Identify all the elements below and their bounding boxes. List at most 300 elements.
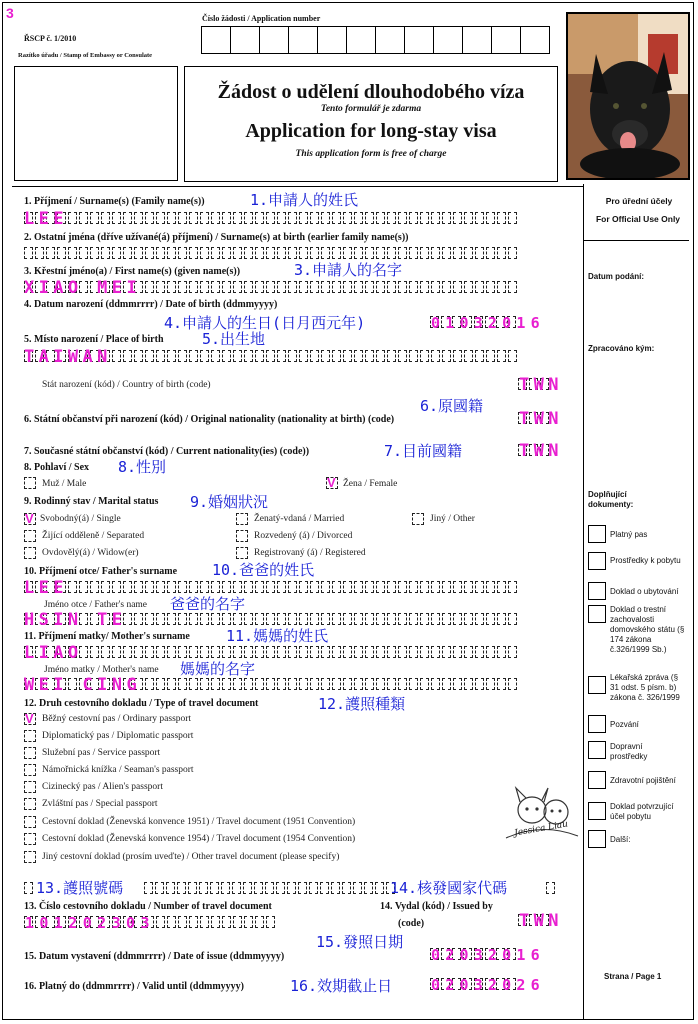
char-box xyxy=(232,882,241,894)
char-box xyxy=(321,678,330,690)
doc-alien-checkbox[interactable] xyxy=(24,781,36,793)
rscp-label: ŘSCP č. 1/2010 xyxy=(24,34,77,43)
char-box xyxy=(354,212,363,224)
char-box xyxy=(211,916,220,928)
travel-doc-number-label: 13. Číslo cestovního dokladu / Number of travel document xyxy=(24,901,272,912)
char-box xyxy=(244,281,253,293)
sidebar-checkbox-funds[interactable] xyxy=(588,552,606,570)
char-box xyxy=(409,646,418,658)
char-box xyxy=(299,678,308,690)
date-of-issue-note: 15.發照日期 xyxy=(316,933,404,951)
char-box xyxy=(409,247,418,259)
char-box xyxy=(134,247,143,259)
char-box xyxy=(343,281,352,293)
form-subtitle-cz: Tento formulář je zdarma xyxy=(320,104,422,114)
char-box xyxy=(112,581,121,593)
page-indicator: Strana / Page 1 xyxy=(604,972,662,981)
char-box xyxy=(255,212,264,224)
char-box xyxy=(178,613,187,625)
char-box xyxy=(431,646,440,658)
char-box xyxy=(420,613,429,625)
char-box xyxy=(365,281,374,293)
current-nationality-label: 7. Současné státní občanství (kód) / Current nationality(ies) (code)) xyxy=(24,446,310,457)
char-box xyxy=(200,281,209,293)
valid-until-note: 16.效期截止日 xyxy=(290,977,393,995)
char-box xyxy=(199,882,208,894)
char-box xyxy=(475,281,484,293)
char-box xyxy=(266,646,275,658)
char-box xyxy=(453,212,462,224)
sidebar-checkbox-valid-passport[interactable] xyxy=(588,525,606,543)
first-name-note: 3.申請人的名字 xyxy=(294,261,403,279)
char-box xyxy=(365,212,374,224)
char-box xyxy=(497,613,506,625)
marital-registered-checkbox[interactable] xyxy=(236,547,248,559)
char-box xyxy=(178,281,187,293)
char-box xyxy=(134,581,143,593)
char-box xyxy=(475,247,484,259)
char-box xyxy=(277,212,286,224)
char-box xyxy=(332,212,341,224)
sidebar-checkbox-medical[interactable] xyxy=(588,676,606,694)
char-box xyxy=(255,613,264,625)
father-surname-boxes[interactable] xyxy=(24,578,519,598)
char-box xyxy=(200,212,209,224)
char-box xyxy=(288,678,297,690)
char-box xyxy=(266,678,275,690)
char-box xyxy=(167,678,176,690)
char-box xyxy=(332,581,341,593)
char-box xyxy=(343,613,352,625)
char-box xyxy=(508,350,517,362)
marital-separated-label: Žijící odděleně / Separated xyxy=(42,531,145,541)
char-box xyxy=(288,281,297,293)
char-box xyxy=(299,247,308,259)
char-box xyxy=(189,646,198,658)
char-box xyxy=(508,247,517,259)
date-of-birth-label: 4. Datum narození (ddmmrrrr) / Date of birth (ddmmyyyy) xyxy=(24,299,278,310)
char-box xyxy=(79,212,88,224)
char-box xyxy=(299,281,308,293)
char-box xyxy=(464,350,473,362)
issued-by-value: TWN xyxy=(519,911,563,931)
char-box xyxy=(156,678,165,690)
char-box xyxy=(266,247,275,259)
char-box xyxy=(299,350,308,362)
char-box xyxy=(222,247,231,259)
char-box xyxy=(387,646,396,658)
char-box xyxy=(277,613,286,625)
date-of-issue-value: 02032016 xyxy=(431,946,545,964)
doc-1954-label: Cestovní doklad (Ženevská konvence 1954) / Travel document (1954 Convention) xyxy=(42,834,356,844)
char-box xyxy=(222,212,231,224)
char-box xyxy=(145,613,154,625)
char-box xyxy=(35,247,44,259)
stamp-box xyxy=(14,66,178,181)
char-box xyxy=(442,212,451,224)
marital-other-label: Jiný / Other xyxy=(430,514,475,524)
char-box xyxy=(365,646,374,658)
char-box xyxy=(354,350,363,362)
marital-separated-checkbox[interactable] xyxy=(24,530,36,542)
char-box xyxy=(233,646,242,658)
char-box xyxy=(233,212,242,224)
char-box xyxy=(546,882,555,894)
char-box xyxy=(178,581,187,593)
char-box xyxy=(497,581,506,593)
marital-widow-label: Ovdovělý(á) / Widow(er) xyxy=(42,548,139,558)
char-box xyxy=(222,281,231,293)
char-box xyxy=(265,882,274,894)
char-box xyxy=(145,581,154,593)
char-box xyxy=(442,646,451,658)
char-box xyxy=(57,247,66,259)
char-box xyxy=(353,882,362,894)
date-of-birth-note: 4.申請人的生日(日月西元年) xyxy=(164,314,366,332)
surname-at-birth-label: 2. Ostatní jména (dříve užívané(á) příjmení) / Surname(s) at birth (earlier family name(s)) xyxy=(24,232,409,243)
char-box xyxy=(233,613,242,625)
char-box xyxy=(431,350,440,362)
sidebar-item-funds: Prostředky k pobytu xyxy=(610,556,681,565)
father-surname-value: LEE xyxy=(24,578,68,598)
marital-divorced-label: Rozvedený (á) / Divorced xyxy=(254,531,353,541)
char-box xyxy=(321,581,330,593)
char-box xyxy=(365,581,374,593)
char-box xyxy=(211,581,220,593)
char-box xyxy=(497,350,506,362)
char-box xyxy=(24,882,33,894)
char-box xyxy=(288,646,297,658)
char-box xyxy=(431,581,440,593)
form-title-en: Application for long-stay visa xyxy=(245,120,497,142)
place-of-birth-label: 5. Místo narození / Place of birth xyxy=(24,334,164,345)
char-box xyxy=(354,678,363,690)
char-box xyxy=(486,646,495,658)
char-box xyxy=(90,646,99,658)
char-box xyxy=(376,212,385,224)
char-box xyxy=(112,212,121,224)
char-box xyxy=(453,350,462,362)
doc-other-label: Jiný cestovní doklad (prosím uveďte) / Other travel document (please specify) xyxy=(42,852,340,862)
father-surname-note: 10.爸爸的姓氏 xyxy=(212,561,315,579)
char-box xyxy=(200,247,209,259)
char-box xyxy=(464,247,473,259)
char-box xyxy=(332,613,341,625)
application-number-boxes[interactable] xyxy=(201,26,550,54)
char-box xyxy=(309,882,318,894)
char-box xyxy=(486,281,495,293)
char-box xyxy=(200,613,209,625)
char-box xyxy=(310,350,319,362)
char-box xyxy=(189,247,198,259)
char-box xyxy=(134,646,143,658)
char-box xyxy=(178,678,187,690)
title-box xyxy=(184,66,558,182)
char-box xyxy=(167,281,176,293)
char-box xyxy=(189,916,198,928)
char-box xyxy=(178,646,187,658)
travel-doc-type-label: 12. Druh cestovního dokladu / Type of travel document xyxy=(24,698,259,709)
char-box xyxy=(464,646,473,658)
char-box xyxy=(442,350,451,362)
char-box xyxy=(288,212,297,224)
char-box xyxy=(156,281,165,293)
header-separator xyxy=(12,186,583,187)
doc-seaman-checkbox[interactable] xyxy=(24,764,36,776)
sidebar-item-purpose: Doklad potvrzující účel pobytu xyxy=(610,802,674,821)
sidebar-item-insurance: Zdravotní pojištění xyxy=(610,776,676,785)
char-box xyxy=(244,613,253,625)
original-nationality-value: TWN xyxy=(519,409,563,429)
marital-registered-label: Registrovaný (á) / Registered xyxy=(254,548,366,558)
char-box xyxy=(420,281,429,293)
marital-single-check: V xyxy=(25,511,34,526)
char-box xyxy=(365,678,374,690)
sidebar-item-criminal-record: Doklad o trestní zachovalosti domovského státu (§ 174 zákona č.326/1999 Sb.) xyxy=(610,605,685,654)
issued-by-label: 14. Vydal (kód) / Issued by xyxy=(380,901,493,912)
sidebar-checkbox-insurance[interactable] xyxy=(588,771,606,789)
official-use-cz: Pro úřední účely xyxy=(605,196,673,206)
char-box xyxy=(189,613,198,625)
doc-special-checkbox[interactable] xyxy=(24,798,36,810)
char-box xyxy=(68,247,77,259)
char-box xyxy=(431,678,440,690)
char-box xyxy=(24,247,33,259)
char-box xyxy=(464,212,473,224)
char-box xyxy=(277,646,286,658)
sidebar-checkbox-invitation[interactable] xyxy=(588,715,606,733)
char-box xyxy=(177,882,186,894)
char-box xyxy=(398,247,407,259)
char-box xyxy=(508,581,517,593)
doc-1951-checkbox[interactable] xyxy=(24,816,36,828)
char-box xyxy=(387,613,396,625)
char-box xyxy=(431,613,440,625)
char-box xyxy=(420,646,429,658)
char-box xyxy=(178,350,187,362)
char-box xyxy=(420,247,429,259)
char-box xyxy=(497,678,506,690)
char-box xyxy=(233,281,242,293)
char-box xyxy=(211,350,220,362)
country-of-birth-label: Stát narození (kód) / Country of birth (code) xyxy=(42,380,211,390)
issued-by-note: 14.核發國家代碼 xyxy=(390,879,508,897)
char-box xyxy=(420,581,429,593)
official-use-en: For Official Use Only xyxy=(595,214,681,224)
char-box xyxy=(464,281,473,293)
char-box xyxy=(442,247,451,259)
char-box xyxy=(255,916,264,928)
father-name-value: HSIN TE xyxy=(24,610,127,630)
char-box xyxy=(409,581,418,593)
char-box xyxy=(276,882,285,894)
marital-other-checkbox[interactable] xyxy=(412,513,424,525)
char-box xyxy=(364,882,373,894)
char-box xyxy=(321,212,330,224)
char-box xyxy=(299,646,308,658)
char-box xyxy=(211,212,220,224)
char-box xyxy=(508,613,517,625)
char-box xyxy=(210,882,219,894)
char-box xyxy=(156,646,165,658)
char-box xyxy=(420,350,429,362)
char-box xyxy=(486,212,495,224)
char-box xyxy=(508,212,517,224)
surname-note: 1.申請人的姓氏 xyxy=(250,191,359,209)
sidebar-checkbox-criminal-record[interactable] xyxy=(588,605,606,623)
doc-1951-label: Cestovní doklad (Ženevská konvence 1951) / Travel document (1951 Convention) xyxy=(42,817,356,827)
char-box xyxy=(288,247,297,259)
char-box xyxy=(387,350,396,362)
marital-married-label: Ženatý-vdaná / Married xyxy=(254,514,345,524)
char-box xyxy=(288,613,297,625)
mother-surname-label: 11. Příjmení matky/ Mother's surname xyxy=(24,631,190,642)
current-nationality-note: 7.目前國籍 xyxy=(384,442,463,460)
char-box xyxy=(188,882,197,894)
doc-diplomatic-label: Diplomatický pas / Diplomatic passport xyxy=(42,731,194,741)
watermark-drawing xyxy=(502,782,582,854)
char-box xyxy=(475,613,484,625)
doc-ordinary-label: Běžný cestovní pas / Ordinary passport xyxy=(42,714,192,724)
char-box xyxy=(134,613,143,625)
char-box xyxy=(178,916,187,928)
father-surname-label: 10. Příjmení otce/ Father's surname xyxy=(24,566,178,577)
char-box xyxy=(332,646,341,658)
sidebar-checkbox-purpose[interactable] xyxy=(588,802,606,820)
marital-status-note: 9.婚姻狀況 xyxy=(190,493,269,511)
mother-surname-boxes[interactable] xyxy=(24,643,519,663)
surname-boxes[interactable] xyxy=(24,209,519,229)
char-box xyxy=(287,882,296,894)
notes-box-right xyxy=(546,882,557,896)
watermark-signature: Jessica Liau xyxy=(513,819,569,839)
char-box xyxy=(508,646,517,658)
char-box xyxy=(156,247,165,259)
char-box xyxy=(255,678,264,690)
char-box xyxy=(475,646,484,658)
char-box xyxy=(90,212,99,224)
char-box xyxy=(475,581,484,593)
original-nationality-note: 6.原國籍 xyxy=(420,397,484,415)
char-box xyxy=(464,581,473,593)
char-box xyxy=(310,247,319,259)
char-box xyxy=(431,212,440,224)
char-box xyxy=(376,581,385,593)
jessica-liau-watermark xyxy=(502,782,582,854)
char-box xyxy=(376,613,385,625)
valid-until-label: 16. Platný do (ddmmrrrr) / Valid until (ddmmyyyy) xyxy=(24,981,245,992)
doc-1954-checkbox[interactable] xyxy=(24,833,36,845)
processed-by-label: Zpracováno kým: xyxy=(588,344,655,353)
char-box xyxy=(298,882,307,894)
char-box xyxy=(243,882,252,894)
char-box xyxy=(497,247,506,259)
char-box xyxy=(211,678,220,690)
doc-service-checkbox[interactable] xyxy=(24,747,36,759)
sidebar-checkbox-accommodation[interactable] xyxy=(588,582,606,600)
char-box xyxy=(409,281,418,293)
char-box xyxy=(376,678,385,690)
char-box xyxy=(277,678,286,690)
marital-status-label: 9. Rodinný stav / Marital status xyxy=(24,496,159,507)
char-box xyxy=(46,247,55,259)
char-box xyxy=(68,581,77,593)
char-box xyxy=(156,212,165,224)
char-box xyxy=(464,678,473,690)
char-box xyxy=(376,247,385,259)
char-box xyxy=(332,678,341,690)
char-box xyxy=(123,646,132,658)
char-box xyxy=(233,350,242,362)
char-box xyxy=(233,916,242,928)
char-box xyxy=(145,350,154,362)
char-box xyxy=(244,350,253,362)
char-box xyxy=(398,350,407,362)
char-box xyxy=(189,281,198,293)
char-box xyxy=(442,581,451,593)
issued-by-code-label: (code) xyxy=(398,918,425,929)
marital-divorced-checkbox[interactable] xyxy=(236,530,248,542)
travel-doc-number-value: 101202303 xyxy=(25,914,155,932)
char-box xyxy=(343,581,352,593)
marital-married-checkbox[interactable] xyxy=(236,513,248,525)
char-box xyxy=(376,281,385,293)
char-box xyxy=(101,646,110,658)
char-box xyxy=(299,212,308,224)
char-box xyxy=(266,613,275,625)
char-box xyxy=(266,212,275,224)
char-box xyxy=(376,646,385,658)
char-box xyxy=(343,678,352,690)
char-box xyxy=(375,882,384,894)
char-box xyxy=(254,882,263,894)
valid-until-value: 02032026 xyxy=(431,976,545,994)
char-box xyxy=(68,212,77,224)
char-box xyxy=(277,350,286,362)
sidebar-divider xyxy=(583,240,689,241)
char-box xyxy=(310,212,319,224)
sidebar-checkbox-other[interactable] xyxy=(588,830,606,848)
char-box xyxy=(387,678,396,690)
sidebar-checkbox-transport[interactable] xyxy=(588,741,606,759)
char-box xyxy=(123,581,132,593)
char-box xyxy=(200,646,209,658)
char-box xyxy=(123,350,132,362)
sidebar-item-other: Další: xyxy=(610,835,631,844)
char-box xyxy=(244,212,253,224)
char-box xyxy=(310,678,319,690)
char-box xyxy=(200,678,209,690)
surname-at-birth-boxes[interactable] xyxy=(24,247,519,261)
char-box xyxy=(123,247,132,259)
photo-frame xyxy=(566,12,690,180)
doc-seaman-label: Námořnická knížka / Seaman's passport xyxy=(42,765,194,775)
current-nationality-value: TWN xyxy=(519,441,563,461)
doc-other-checkbox[interactable] xyxy=(24,851,36,863)
form-title-cz: Žádost o udělení dlouhodobého víza xyxy=(217,81,525,103)
marital-widow-checkbox[interactable] xyxy=(24,547,36,559)
char-box xyxy=(233,581,242,593)
char-box xyxy=(409,613,418,625)
char-box xyxy=(442,678,451,690)
char-box xyxy=(255,646,264,658)
char-box xyxy=(156,916,165,928)
sex-male-checkbox[interactable] xyxy=(24,477,36,489)
char-box xyxy=(342,882,351,894)
char-box xyxy=(508,281,517,293)
doc-diplomatic-checkbox[interactable] xyxy=(24,730,36,742)
char-box xyxy=(233,247,242,259)
